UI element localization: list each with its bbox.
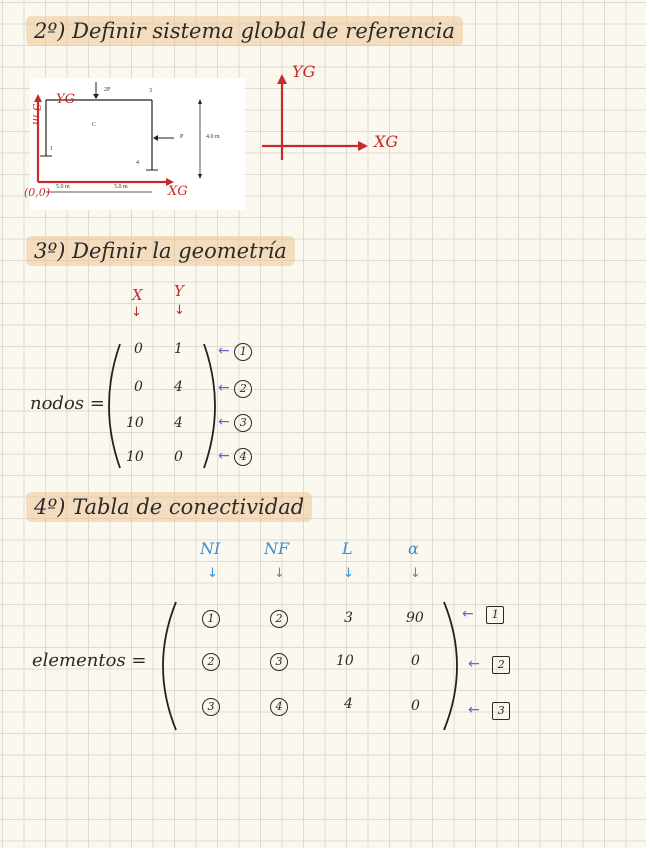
cell-x: 10: [126, 449, 144, 465]
diagram-xg-label: XG: [168, 184, 188, 199]
span-2-dimension: 5.0 m: [114, 184, 128, 190]
cell-x: 0: [134, 379, 143, 395]
element-tag-row: [468, 702, 510, 720]
arrow-left-icon: ←: [468, 702, 480, 718]
element-tag-row: [462, 606, 504, 624]
node-3-label: 3: [149, 88, 152, 94]
arrow-down-icon: ↓: [207, 566, 218, 581]
arrow-left-icon: ←: [218, 343, 230, 359]
element-box-label: 2: [492, 656, 510, 674]
origin-label: (0,0): [24, 186, 51, 199]
section-title-step4: 4º) Tabla de conectividad: [26, 492, 312, 522]
header-nf: NF: [264, 539, 290, 558]
element-tag-row: [468, 656, 510, 674]
node-circle-label: 4: [234, 448, 252, 466]
span-1-dimension: 5.0 m: [56, 184, 70, 190]
section-title-step2: 2º) Definir sistema global de referencia: [26, 16, 463, 46]
cell-y: 4: [174, 415, 183, 431]
arrow-left-icon: ←: [218, 414, 230, 430]
cell-y: 4: [174, 379, 183, 395]
cell-ni: 3: [202, 698, 220, 716]
cell-ni: 2: [202, 653, 220, 671]
section-title-step3: 3º) Definir la geometría: [26, 236, 295, 266]
arrow-left-icon: ←: [218, 380, 230, 396]
left-height-label: 3 m: [29, 104, 43, 125]
header-alpha: α: [408, 539, 419, 558]
cell-nf: 4: [270, 698, 288, 716]
arrow-down-icon: ↓: [274, 566, 285, 581]
cell-l: 3: [344, 610, 353, 626]
cell-x: 10: [126, 415, 144, 431]
header-ni: NI: [200, 539, 221, 558]
cell-x: 0: [134, 341, 143, 357]
element-box-label: 3: [492, 702, 510, 720]
cell-y: 1: [174, 341, 183, 357]
node-circle-label: 3: [234, 414, 252, 432]
cell-l: 4: [344, 696, 353, 712]
nodos-label: nodos =: [30, 393, 105, 414]
arrow-left-icon: ←: [468, 656, 480, 672]
arrow-down-icon: ↓: [343, 566, 354, 581]
node-4-label: 4: [136, 160, 139, 166]
cell-alpha: 0: [411, 698, 420, 714]
cell-nf: 2: [270, 610, 288, 628]
elementos-label: elementos =: [32, 650, 147, 671]
cell-ni: 1: [202, 610, 220, 628]
node-circle-label: 1: [234, 343, 252, 361]
arrow-left-icon: ←: [218, 448, 230, 464]
node-1-label: 1: [50, 146, 53, 152]
arrow-down-icon: ↓: [174, 303, 185, 318]
label-c: C: [92, 122, 97, 128]
element-box-label: 1: [486, 606, 504, 624]
header-l: L: [342, 539, 353, 558]
diagram-yg-label: YG: [56, 92, 75, 107]
load-top-label: 2P: [104, 87, 111, 93]
arrow-down-icon: ↓: [410, 566, 421, 581]
arrow-left-icon: ←: [462, 606, 474, 622]
col-y-header: Y: [174, 282, 184, 300]
axis-yg-label: YG: [292, 62, 316, 81]
col-x-header: X: [132, 286, 143, 304]
node-circle-label: 2: [234, 380, 252, 398]
load-side-label: P: [180, 134, 184, 140]
height-dimension: 4.0 m: [206, 134, 220, 140]
cell-nf: 3: [270, 653, 288, 671]
cell-alpha: 90: [406, 610, 424, 626]
axis-xg-label: XG: [374, 132, 399, 151]
cell-l: 10: [336, 653, 354, 669]
cell-y: 0: [174, 449, 183, 465]
cell-alpha: 0: [411, 653, 420, 669]
arrow-down-icon: ↓: [131, 305, 142, 320]
elementos-matrix: [196, 608, 446, 718]
